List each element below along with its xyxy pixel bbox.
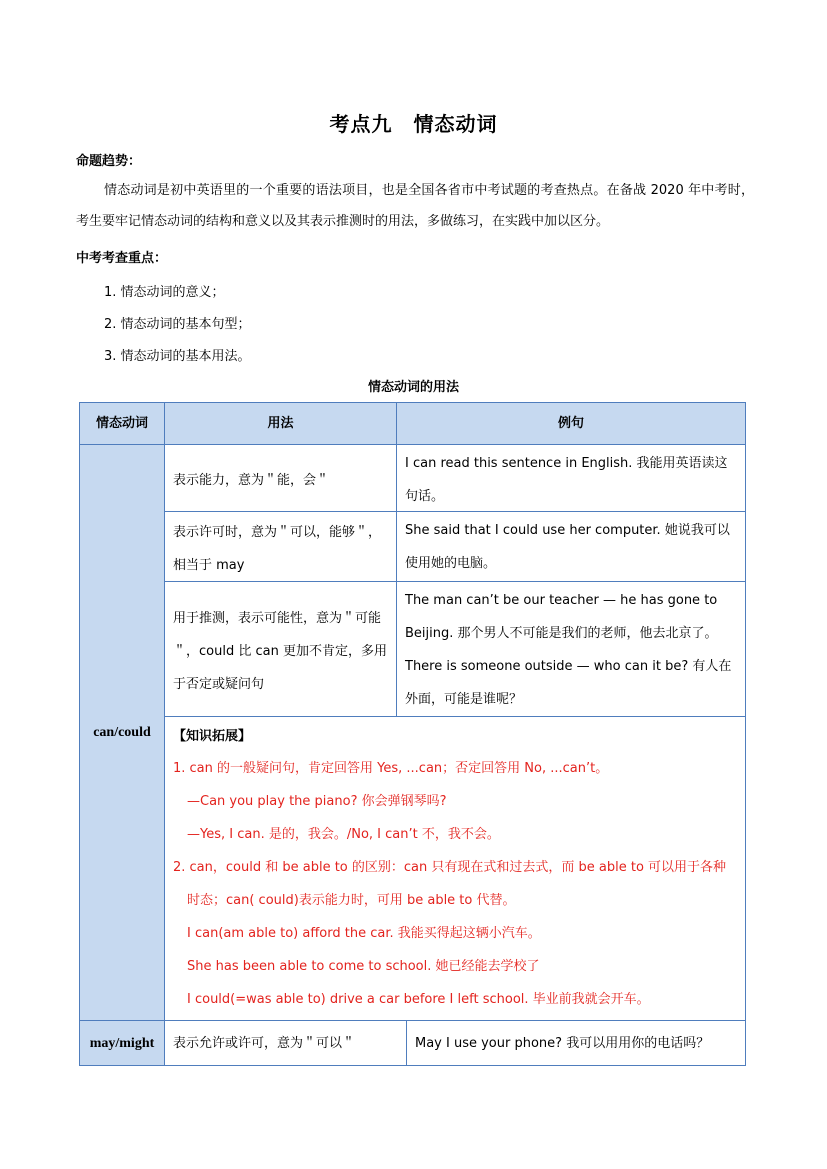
key-points-heading: 中考考查重点：: [76, 251, 168, 266]
trend-paragraph: 情态动词是初中英语里的一个重要的语法项目，也是全国各省市中考试题的考查热点。在备战 2020 年中考时，考生要牢记情态动词的结构和意义以及其表示推测时的用法，多做练习，在实践中加以区分。: [76, 183, 754, 229]
example-ability-text: I can read this sentence in English. 我能用英语读这句话。: [405, 456, 728, 504]
example-permission-text: She said that I could use her computer. 她说我可以使用她的电脑。: [405, 523, 730, 571]
key-point-2: 2. 情态动词的基本句型；: [104, 317, 251, 332]
example-possibility-text-2: There is someone outside — who can it be? 有人在外面，可能是谁呢？: [405, 659, 732, 707]
example-possibility: [396, 581, 746, 717]
example-possibility-text-1: The man can’t be our teacher — he has gone to Beijing. 那个男人不可能是我们的老师，他去北京了。: [405, 593, 718, 641]
modal-can-could: can/could: [79, 444, 165, 1021]
extension-line-3: —Yes, I can. 是的，我会。/No, I can’t 不，我不会。: [187, 827, 500, 842]
example-may-permission: May I use your phone? 我可以用用你的电话吗？: [406, 1020, 746, 1066]
extension-line-2: —Can you play the piano? 你会弹钢琴吗?: [187, 794, 447, 809]
extension-line-7: I could(=was able to) drive a car before I left school. 毕业前我就会开车。: [187, 992, 650, 1007]
example-permission: [396, 511, 746, 582]
extension-line-1: 1. can 的一般疑问句，肯定回答用 Yes, ...can；否定回答用 No, ...can’t。: [173, 761, 609, 776]
knowledge-extension: [164, 716, 746, 1021]
extension-title: 【知识拓展】: [173, 729, 252, 744]
header-example: 例句: [396, 402, 746, 445]
header-usage: 用法: [164, 402, 397, 445]
usage-possibility: 用于推测，表示可能性，意为＂可能＂，could 比 can 更加不肯定，多用于否定或疑问句: [164, 581, 397, 717]
extension-line-6: She has been able to come to school. 她已经能去学校了: [187, 959, 540, 974]
table-caption: 情态动词的用法: [367, 380, 459, 395]
usage-permission: 表示许可时，意为＂可以，能够＂，相当于 may: [164, 511, 397, 582]
trend-heading: 命题趋势：: [76, 154, 142, 169]
extension-line-5: I can(am able to) afford the car. 我能买得起这辆小汽车。: [187, 926, 541, 941]
page-title: 考点九 情态动词: [329, 112, 498, 136]
usage-may-permission: 表示允许或许可，意为＂可以＂: [164, 1020, 407, 1066]
extension-line-4: 2. can，could 和 be able to 的区别：can 只有现在式和过去式，而 be able to 可以用于各种时态；can( could)表示能力时，可用 be able to 代替。: [173, 860, 727, 908]
key-point-3: 3. 情态动词的基本用法。: [104, 349, 251, 364]
example-ability: [396, 444, 746, 512]
header-modal-verb: 情态动词: [79, 402, 165, 445]
modal-may-might: may/might: [79, 1020, 165, 1066]
usage-ability: 表示能力，意为＂能，会＂: [164, 444, 397, 512]
key-point-1: 1. 情态动词的意义；: [104, 285, 225, 300]
